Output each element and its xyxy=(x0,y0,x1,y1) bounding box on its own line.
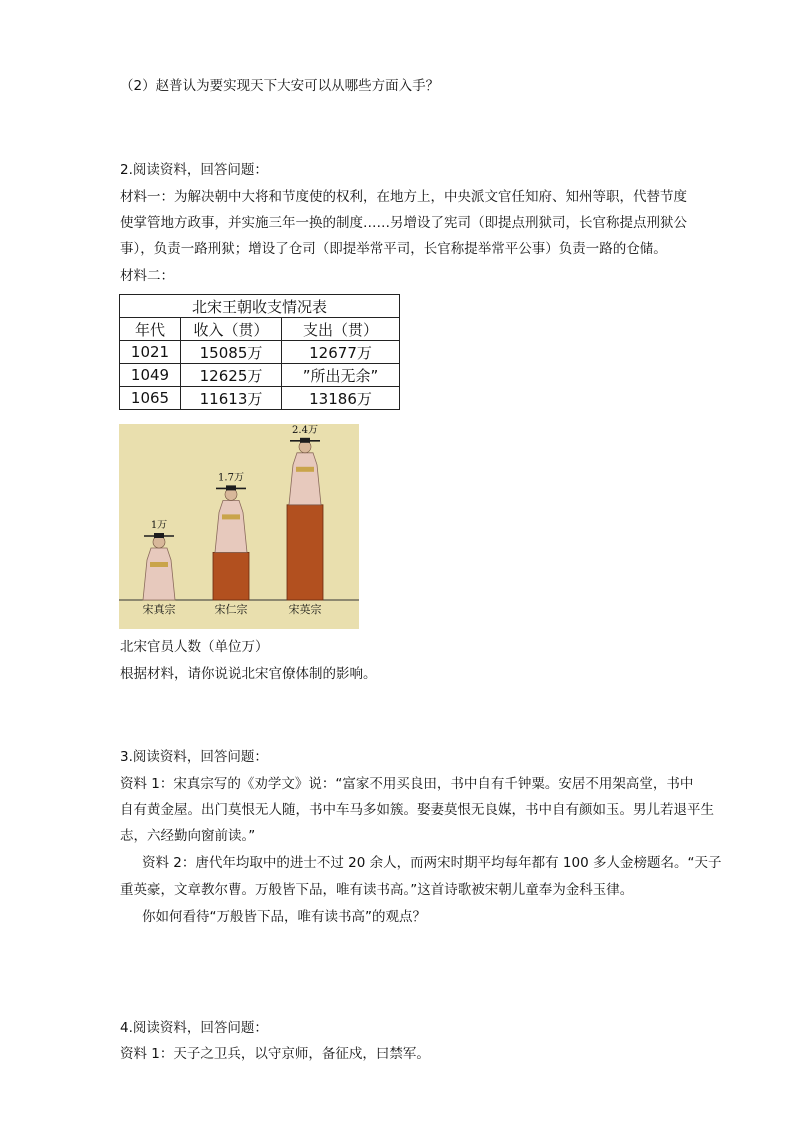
figure-caption: 北宋官员人数（单位万） xyxy=(120,639,269,655)
official-figure-icon xyxy=(215,485,247,552)
table-cell: 1049 xyxy=(120,364,181,387)
belt xyxy=(296,467,314,472)
value-label: 2.4万 xyxy=(292,424,318,436)
material-1-line-2: 使掌管地方政事，并实施三年一换的制度……另增设了宪司（即提点刑狱司，长官称提点刑狱公 xyxy=(120,215,687,231)
table-header-income: 收入（贯） xyxy=(181,318,282,341)
table-cell: 13186万 xyxy=(282,387,400,410)
table-header-row xyxy=(120,318,400,341)
material-1-line-3: 事），负责一路刑狱；增设了仓司（即提举常平司，长官称提举常平公事）负责一路的仓储。 xyxy=(120,241,667,257)
robe xyxy=(289,453,321,505)
table-title-row xyxy=(120,295,400,318)
source-1-line-2: 自有黄金屋。出门莫恨无人随，书中车马多如簇。娶妻莫恨无良媒，书中自有颜如玉。男儿若退平生 xyxy=(120,802,714,818)
question-2-heading: 2.阅读资料，回答问题： xyxy=(120,162,268,178)
official-count-bar xyxy=(287,505,323,600)
table-title: 北宋王朝收支情况表 xyxy=(120,295,400,318)
robe xyxy=(215,500,247,552)
belt xyxy=(150,562,168,567)
question-3-prompt: 你如何看待“万般皆下品，唯有读书高”的观点？ xyxy=(142,909,426,925)
source-1-line-3: 志，六经勤向窗前读。” xyxy=(120,828,256,844)
table-row xyxy=(120,341,400,364)
table-cell: 11613万 xyxy=(181,387,282,410)
material-1-line-1: 材料一：为解决朝中大将和节度使的权利，在地方上，中央派文官任知府、知州等职，代替节度 xyxy=(120,189,687,205)
table-cell: ”所出无余” xyxy=(282,364,400,387)
table-header-year: 年代 xyxy=(120,318,181,341)
table-cell: 1021 xyxy=(120,341,181,364)
question-3-heading: 3.阅读资料，回答问题： xyxy=(120,749,268,765)
value-label: 1.7万 xyxy=(218,472,244,484)
official-count-bar xyxy=(213,552,249,600)
table-row xyxy=(120,364,400,387)
table-header-expense: 支出（贯） xyxy=(282,318,400,341)
emperor-label: 宋真宗 xyxy=(142,603,176,616)
source-2-line-1: 资料 2：唐代年均取中的进士不过 20 余人，而两宋时期平均每年都有 100 多人金榜题名。“天子 xyxy=(142,855,722,871)
official-figure-icon xyxy=(289,438,321,505)
question-4-source-1: 资料 1：天子之卫兵，以守京师，备征戍，曰禁军。 xyxy=(120,1046,430,1062)
officials-figure xyxy=(119,424,359,629)
belt xyxy=(222,514,240,519)
source-2-line-2: 重英豪，文章教尔曹。万般皆下品，唯有读书高。”这首诗歌被宋朝儿童奉为金科玉律。 xyxy=(120,882,634,898)
officials-figure-svg xyxy=(119,424,359,629)
table-cell: 12625万 xyxy=(181,364,282,387)
table-cell: 1065 xyxy=(120,387,181,410)
table-cell: 15085万 xyxy=(181,341,282,364)
question-4-heading: 4.阅读资料，回答问题： xyxy=(120,1020,268,1036)
revenue-expenditure-table xyxy=(119,294,400,410)
question-2-prompt: 根据材料，请你说说北宋官僚体制的影响。 xyxy=(120,666,377,682)
official-figure-icon xyxy=(143,533,175,600)
source-1-line-1: 资料 1：宋真宗写的《劝学文》说：“富家不用买良田，书中自有千钟粟。安居不用架高堂，书中 xyxy=(120,776,694,792)
robe xyxy=(143,548,175,600)
emperor-label: 宋英宗 xyxy=(288,603,322,616)
table-row xyxy=(120,387,400,410)
material-2-label: 材料二： xyxy=(120,268,174,284)
emperor-label: 宋仁宗 xyxy=(214,603,248,616)
value-label: 1万 xyxy=(150,520,168,531)
table-cell: 12677万 xyxy=(282,341,400,364)
question-1-2: （2）赵普认为要实现天下大安可以从哪些方面入手？ xyxy=(120,78,440,94)
